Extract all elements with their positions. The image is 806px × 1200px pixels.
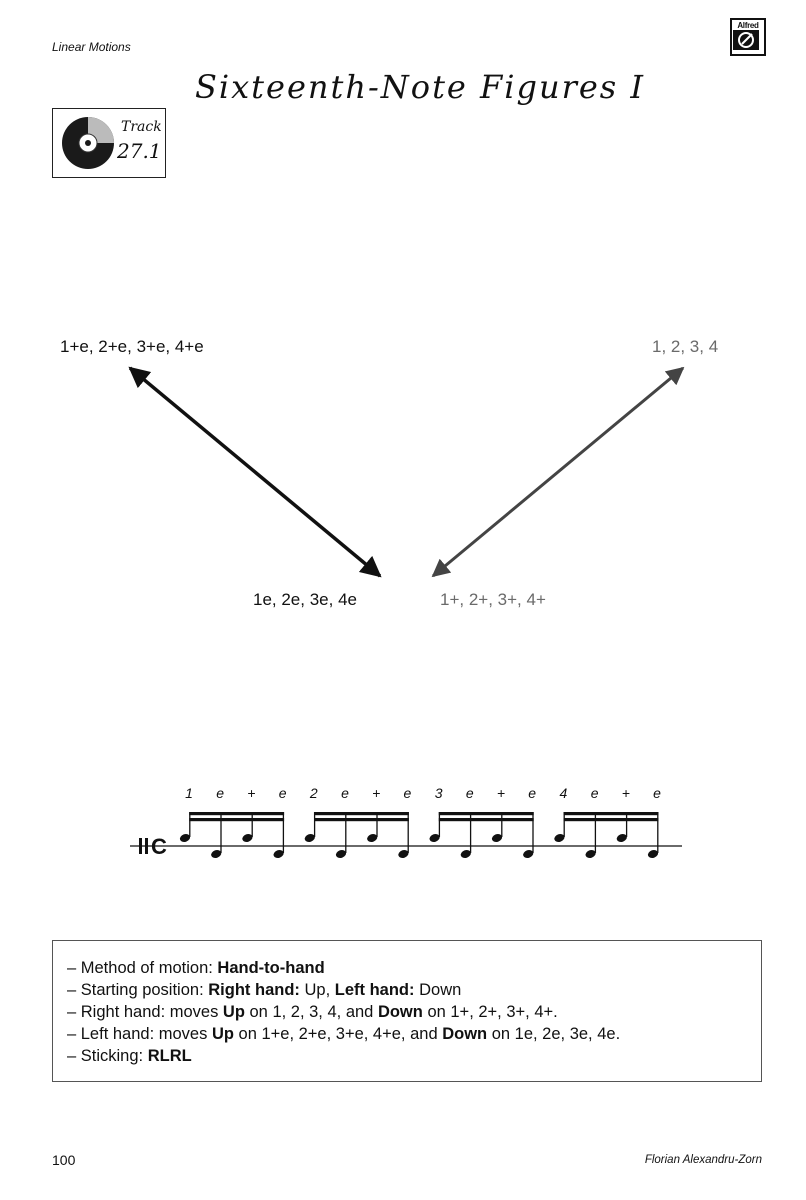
count-label: e xyxy=(653,785,661,801)
note-line xyxy=(67,1045,761,1067)
count-label: e xyxy=(528,785,537,801)
track-number: 27.1 xyxy=(117,139,162,163)
count-label: e xyxy=(465,785,474,801)
count-label: + xyxy=(372,785,381,801)
count-label: e xyxy=(341,785,349,801)
note-line xyxy=(67,1001,761,1023)
note-bold: Up xyxy=(211,1025,234,1043)
count-label: 3 xyxy=(434,785,443,801)
note-beam xyxy=(189,812,284,815)
note-line xyxy=(67,1023,761,1045)
note-prefix: – Starting position: xyxy=(67,981,209,999)
page-number: 100 xyxy=(52,1152,76,1168)
author: Florian Alexandru-Zorn xyxy=(644,1154,762,1166)
beat-group xyxy=(553,812,659,859)
page-title: Sixteenth-Note Figures I xyxy=(194,68,646,106)
note-prefix: – Right hand: moves xyxy=(67,1003,223,1021)
note-text: on 1+, 2+, 3+, 4+. xyxy=(422,1003,558,1021)
percussion-clef-right-icon xyxy=(145,838,148,854)
track-label: Track xyxy=(121,119,162,135)
note-beam xyxy=(314,818,409,821)
note-beam xyxy=(439,818,534,821)
note-beam xyxy=(189,818,284,821)
note-beam xyxy=(314,812,409,815)
note-bold: Left hand: xyxy=(334,981,415,999)
beat-group xyxy=(304,812,410,859)
count-label: + xyxy=(621,785,630,801)
note-bold: Right hand: xyxy=(208,981,300,999)
count-label: + xyxy=(496,785,506,801)
label-bottom-left: 1e, 2e, 3e, 4e xyxy=(253,590,357,609)
left-hand-arrow xyxy=(130,368,380,576)
note-text: on 1e, 2e, 3e, 4e. xyxy=(487,1025,621,1043)
note-beam xyxy=(564,812,659,815)
count-label: 2 xyxy=(309,785,318,801)
note-prefix: – Method of motion: xyxy=(67,959,218,977)
right-hand-arrow xyxy=(433,368,683,576)
count-label: e xyxy=(216,785,225,801)
logo-text: Alfred xyxy=(737,21,759,30)
note-line xyxy=(67,957,761,979)
note-prefix: – Left hand: moves xyxy=(67,1025,212,1043)
count-label: e xyxy=(403,785,412,801)
section-header: Linear Motions xyxy=(52,40,131,54)
note-bold: Hand-to-hand xyxy=(217,959,325,977)
count-label: 1 xyxy=(185,785,193,801)
count-label: 4 xyxy=(559,785,568,801)
note-prefix: – Sticking: xyxy=(67,1047,148,1065)
note-text: on 1, 2, 3, 4, and xyxy=(244,1003,378,1021)
note-bold: Down xyxy=(377,1003,423,1021)
note-text: on 1+e, 2+e, 3+e, 4+e, and xyxy=(233,1025,443,1043)
note-line xyxy=(67,979,761,1001)
count-label: e xyxy=(278,785,287,801)
note-bold: RLRL xyxy=(147,1047,192,1065)
note-beam xyxy=(564,818,659,821)
note-bold: Up xyxy=(222,1003,245,1021)
count-label: e xyxy=(590,785,599,801)
count-label: + xyxy=(247,785,256,801)
label-bottom-right: 1+, 2+, 3+, 4+ xyxy=(440,590,546,609)
label-top-left: 1+e, 2+e, 3+e, 4+e xyxy=(60,337,204,356)
beat-group xyxy=(179,812,285,859)
label-top-right: 1, 2, 3, 4 xyxy=(652,337,719,356)
note-text: Up, xyxy=(299,981,335,999)
note-beam xyxy=(439,812,534,815)
percussion-clef-left-icon xyxy=(139,838,142,854)
note-text: Down xyxy=(414,981,462,999)
beat-group xyxy=(428,812,534,859)
notes-box xyxy=(52,940,762,1082)
time-signature-icon: C xyxy=(151,834,167,859)
note-bold: Down xyxy=(442,1025,488,1043)
drum-notation xyxy=(0,770,806,870)
